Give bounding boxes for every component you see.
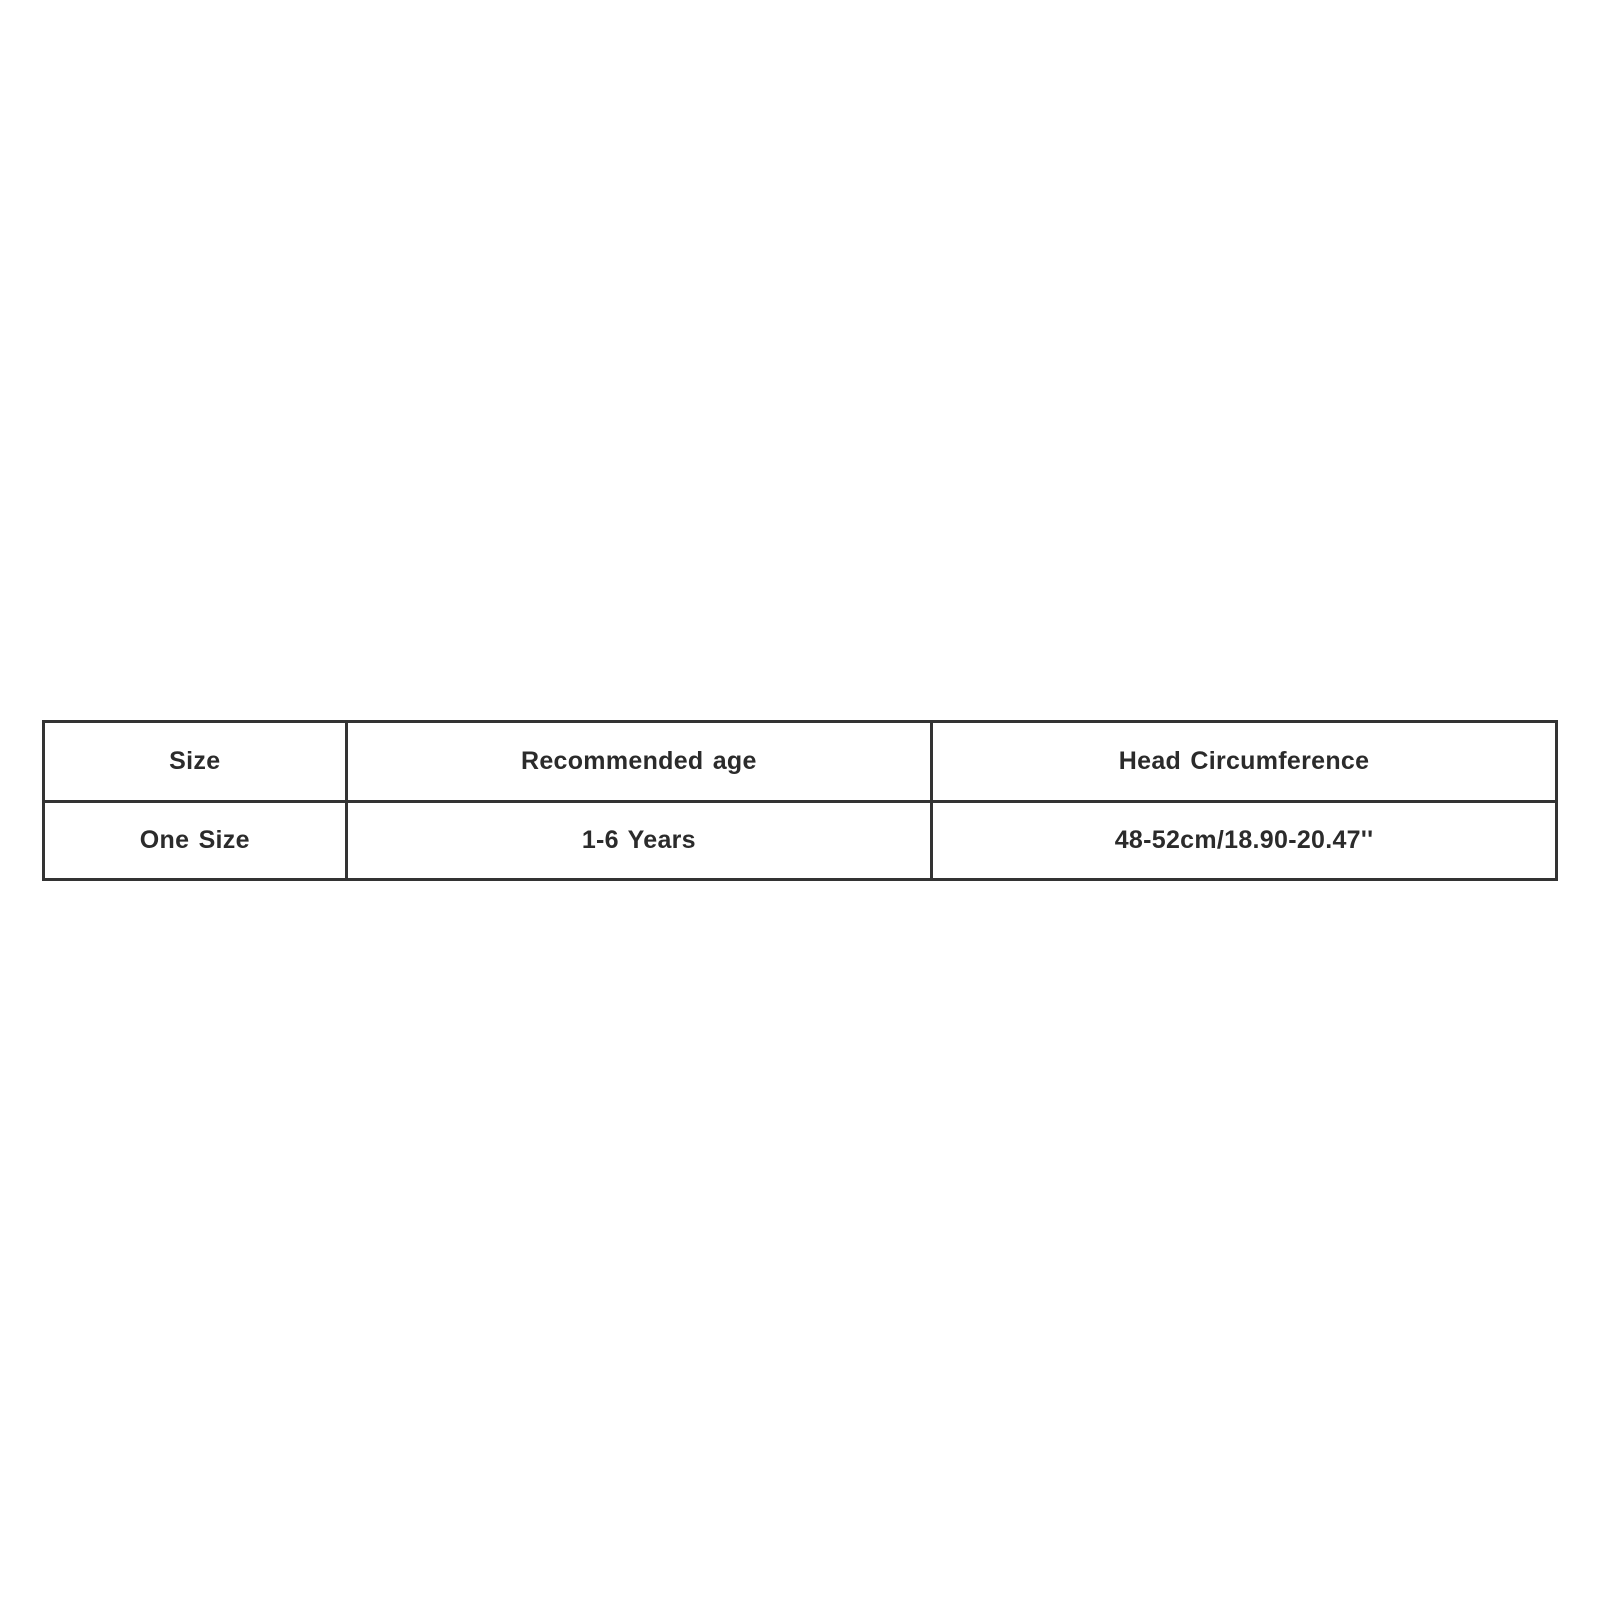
size-chart — [42, 720, 1558, 881]
column-header-recommended-age: Recommended age — [346, 722, 932, 802]
size-chart-table — [42, 720, 1558, 881]
header-row — [44, 722, 1557, 802]
cell-head-circumference: 48-52cm/18.90-20.47'' — [932, 802, 1557, 880]
table-row — [44, 802, 1557, 880]
column-header-head-circumference: Head Circumference — [932, 722, 1557, 802]
cell-recommended-age: 1-6 Years — [346, 802, 932, 880]
column-header-size: Size — [44, 722, 347, 802]
cell-size: One Size — [44, 802, 347, 880]
